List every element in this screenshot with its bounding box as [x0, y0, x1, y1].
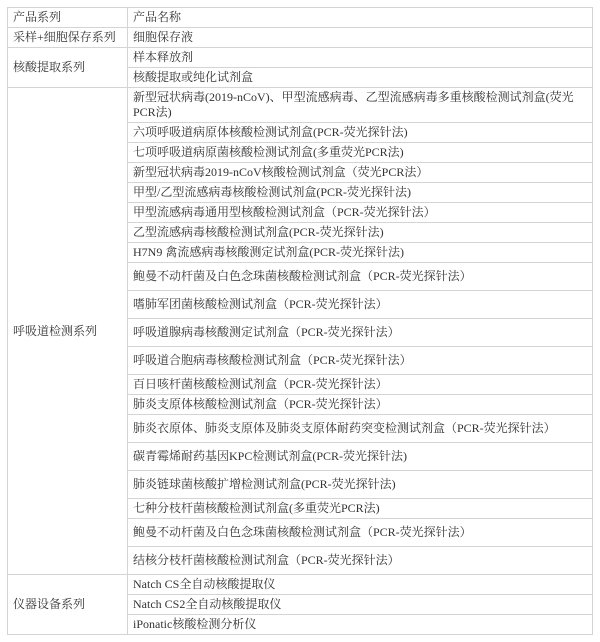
product-cell: iPonatic核酸检测分析仪: [128, 615, 593, 635]
product-cell: 细胞保存液: [128, 28, 593, 48]
product-cell: 结核分枝杆菌核酸检测试剂盒（PCR-荧光探针法）: [128, 547, 593, 575]
product-cell: 呼吸道合胞病毒核酸检测试剂盒（PCR-荧光探针法）: [128, 347, 593, 375]
product-cell: 样本释放剂: [128, 48, 593, 68]
product-cell: 六项呼吸道病原体核酸检测试剂盒(PCR-荧光探针法): [128, 123, 593, 143]
series-cell: 核酸提取系列: [8, 48, 128, 88]
col-header-name: 产品名称: [128, 8, 593, 28]
product-cell: Natch CS全自动核酸提取仪: [128, 575, 593, 595]
product-cell: 鲍曼不动杆菌及白色念珠菌核酸检测试剂盒（PCR-荧光探针法）: [128, 263, 593, 291]
series-cell: 仪器设备系列: [8, 575, 128, 635]
product-table: [7, 7, 593, 635]
table-body: [8, 28, 593, 635]
product-cell: 碳青霉烯耐药基因KPC检测试剂盒(PCR-荧光探针法): [128, 443, 593, 471]
product-cell: 甲型流感病毒通用型核酸检测试剂盒（PCR-荧光探针法）: [128, 203, 593, 223]
product-cell: 核酸提取或纯化试剂盒: [128, 68, 593, 88]
table-header: [8, 8, 593, 28]
product-cell: 嗜肺军团菌核酸检测试剂盒（PCR-荧光探针法）: [128, 291, 593, 319]
product-cell: 百日咳杆菌核酸检测试剂盒（PCR-荧光探针法）: [128, 375, 593, 395]
table-row: [8, 48, 593, 68]
product-cell: Natch CS2全自动核酸提取仪: [128, 595, 593, 615]
product-cell: 鲍曼不动杆菌及白色念珠菌核酸检测试剂盒（PCR-荧光探针法）: [128, 519, 593, 547]
product-cell: H7N9 禽流感病毒核酸测定试剂盒(PCR-荧光探针法): [128, 243, 593, 263]
product-cell: 肺炎支原体核酸检测试剂盒（PCR-荧光探针法）: [128, 395, 593, 415]
product-cell: 新型冠状病毒2019-nCoV核酸检测试剂盒（荧光PCR法）: [128, 163, 593, 183]
product-cell: 新型冠状病毒(2019-nCoV)、甲型流感病毒、乙型流感病毒多重核酸检测试剂盒(荧光PCR法): [128, 88, 593, 123]
table-row: [8, 575, 593, 595]
product-cell: 甲型/乙型流感病毒核酸检测试剂盒(PCR-荧光探针法): [128, 183, 593, 203]
series-cell: 呼吸道检测系列: [8, 88, 128, 575]
table-row: [8, 88, 593, 123]
product-cell: 肺炎链球菌核酸扩增检测试剂盒(PCR-荧光探针法): [128, 471, 593, 499]
product-cell: 七项呼吸道病原菌核酸检测试剂盒(多重荧光PCR法): [128, 143, 593, 163]
table-row: [8, 28, 593, 48]
product-cell: 肺炎衣原体、肺炎支原体及肺炎支原体耐药突变检测试剂盒（PCR-荧光探针法）: [128, 415, 593, 443]
product-cell: 呼吸道腺病毒核酸测定试剂盒（PCR-荧光探针法）: [128, 319, 593, 347]
series-cell: 采样+细胞保存系列: [8, 28, 128, 48]
col-header-series: 产品系列: [8, 8, 128, 28]
header-row: [8, 8, 593, 28]
product-cell: 七种分枝杆菌核酸检测试剂盒(多重荧光PCR法): [128, 499, 593, 519]
product-cell: 乙型流感病毒核酸检测试剂盒(PCR-荧光探针法): [128, 223, 593, 243]
